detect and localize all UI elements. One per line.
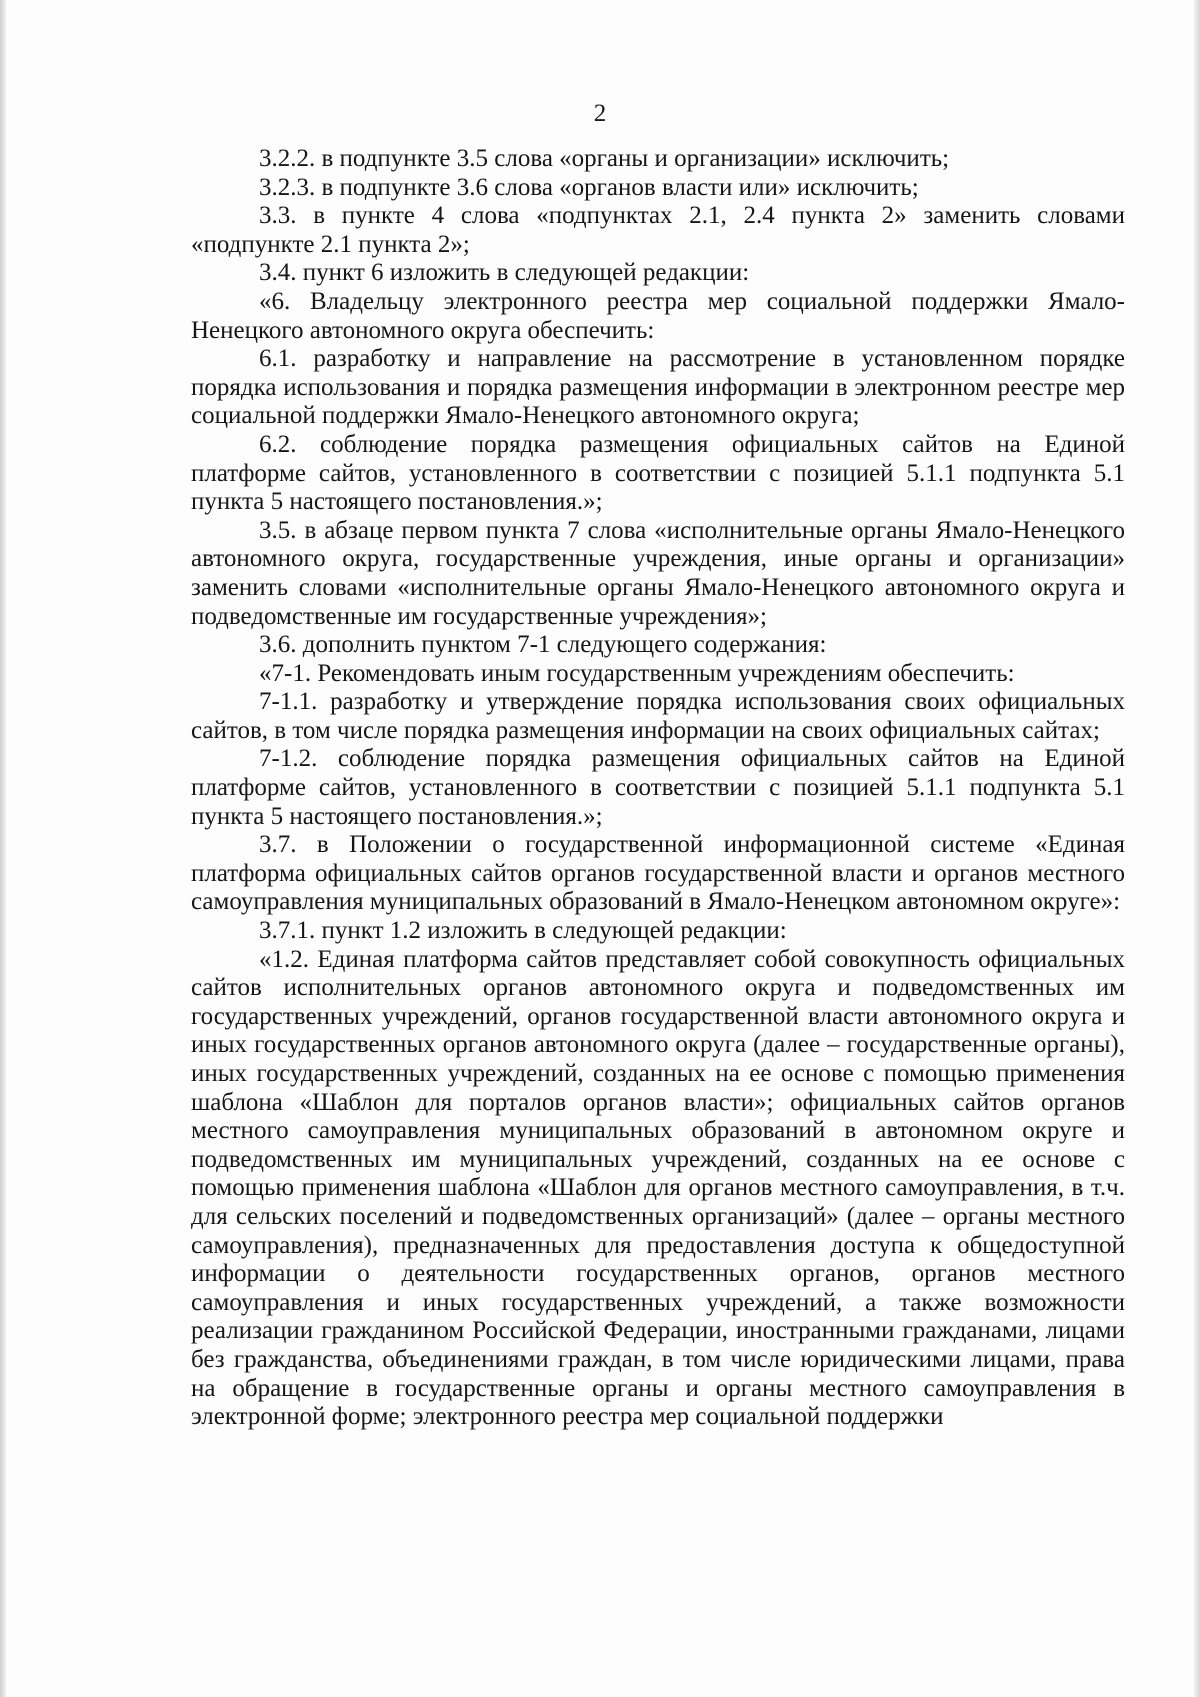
paragraph-3-3: 3.3. в пункте 4 слова «подпунктах 2.1, 2.4 пункта 2» заменить словами «подпункте 2.1 пункта 2»; — [191, 202, 1125, 258]
paragraph-3-7: 3.7. в Положении о государственной информационной системе «Единая платформа официальных сайтов органов государственной власти и органов местного самоуправления муниципальных образований в Ямало-Ненецком автономном округе»: — [191, 831, 1125, 916]
paragraph-7-1-1: 7-1.1. разработку и утверждение порядка использования своих официальных сайтов, в том числе порядка размещения информации на своих официальных сайтах; — [191, 688, 1125, 744]
paragraph-6-1: 6.1. разработку и направление на рассмотрение в установленном порядке порядка использования и порядка размещения информации в электронном реестре мер социальной поддержки Ямало-Ненецкого автономного округа; — [191, 345, 1125, 430]
document-body — [191, 145, 1125, 1432]
scan-edge-left — [0, 0, 6, 1697]
paragraph-6-2: 6.2. соблюдение порядка размещения официальных сайтов на Единой платформе сайтов, установленного в соответствии с позицией 5.1.1 подпункта 5.1 пункта 5 настоящего постановления.»; — [191, 430, 1125, 516]
paragraph-6: «6. Владельцу электронного реестра мер социальной поддержки Ямало-Ненецкого автономного округа обеспечить: — [191, 287, 1125, 344]
scan-edge-right — [1194, 0, 1200, 1697]
paragraph-3-5: 3.5. в абзаце первом пункта 7 слова «исполнительные органы Ямало-Ненецкого автономного округа, государственные учреждения, иные органы и организации» заменить словами «исполнительные органы Ямало-Ненецкого автономного округа и подведомственные им государственные учреждения»; — [191, 516, 1125, 630]
paragraph-7-1-2: 7-1.2. соблюдение порядка размещения официальных сайтов на Единой платформе сайтов, установленного в соответствии с позицией 5.1.1 подпункта 5.1 пункта 5 настоящего постановления.»; — [191, 745, 1125, 830]
paragraph-3-2-2: 3.2.2. в подпункте 3.5 слова «органы и организации» исключить; — [259, 145, 950, 172]
paragraph-3-6: 3.6. дополнить пунктом 7-1 следующего содержания: — [259, 631, 827, 659]
paragraph-1-2: «1.2. Единая платформа сайтов представляет собой совокупность официальных сайтов исполнительных органов автономного округа и подведомственных им государственных учреждений, органов государственной власти автономного округа и иных государственных органов автономного округа (далее – государственные органы), иных государственных учреждений, созданных на ее основе с помощью применения шаблона «Шаблон для порталов органов власти»; официальных сайтов органов местного самоуправления муниципальных образований в автономном округе и подведомственных им муниципальных учреждений, созданных на ее основе с помощью применения шаблона «Шаблон для органов местного самоуправления, в т.ч. для сельских поселений и подведомственных организаций» (далее – органы местного самоуправления), предназначенных для предоставления доступа к общедоступной информации о деятельности государственных органов, органов местного самоуправления и иных государственных учреждений, а также возможности реализации гражданином Российской Федерации, иностранными гражданами, лицами без гражданства, объединениями граждан, в том числе юридическими лицами, права на обращение в государственные органы и органы местного самоуправления в электронной форме; электронного реестра мер социальной поддержки — [191, 945, 1125, 1431]
paragraph-3-4: 3.4. пункт 6 изложить в следующей редакции: — [259, 259, 750, 287]
paragraph-3-2-3: 3.2.3. в подпункте 3.6 слова «органов власти или» исключить; — [259, 173, 919, 201]
paragraph-3-7-1: 3.7.1. пункт 1.2 изложить в следующей редакции: — [259, 917, 787, 945]
page-number: 2 — [593, 100, 607, 127]
paragraph-7-1: «7-1. Рекомендовать иным государственным учреждениям обеспечить: — [259, 659, 1015, 687]
